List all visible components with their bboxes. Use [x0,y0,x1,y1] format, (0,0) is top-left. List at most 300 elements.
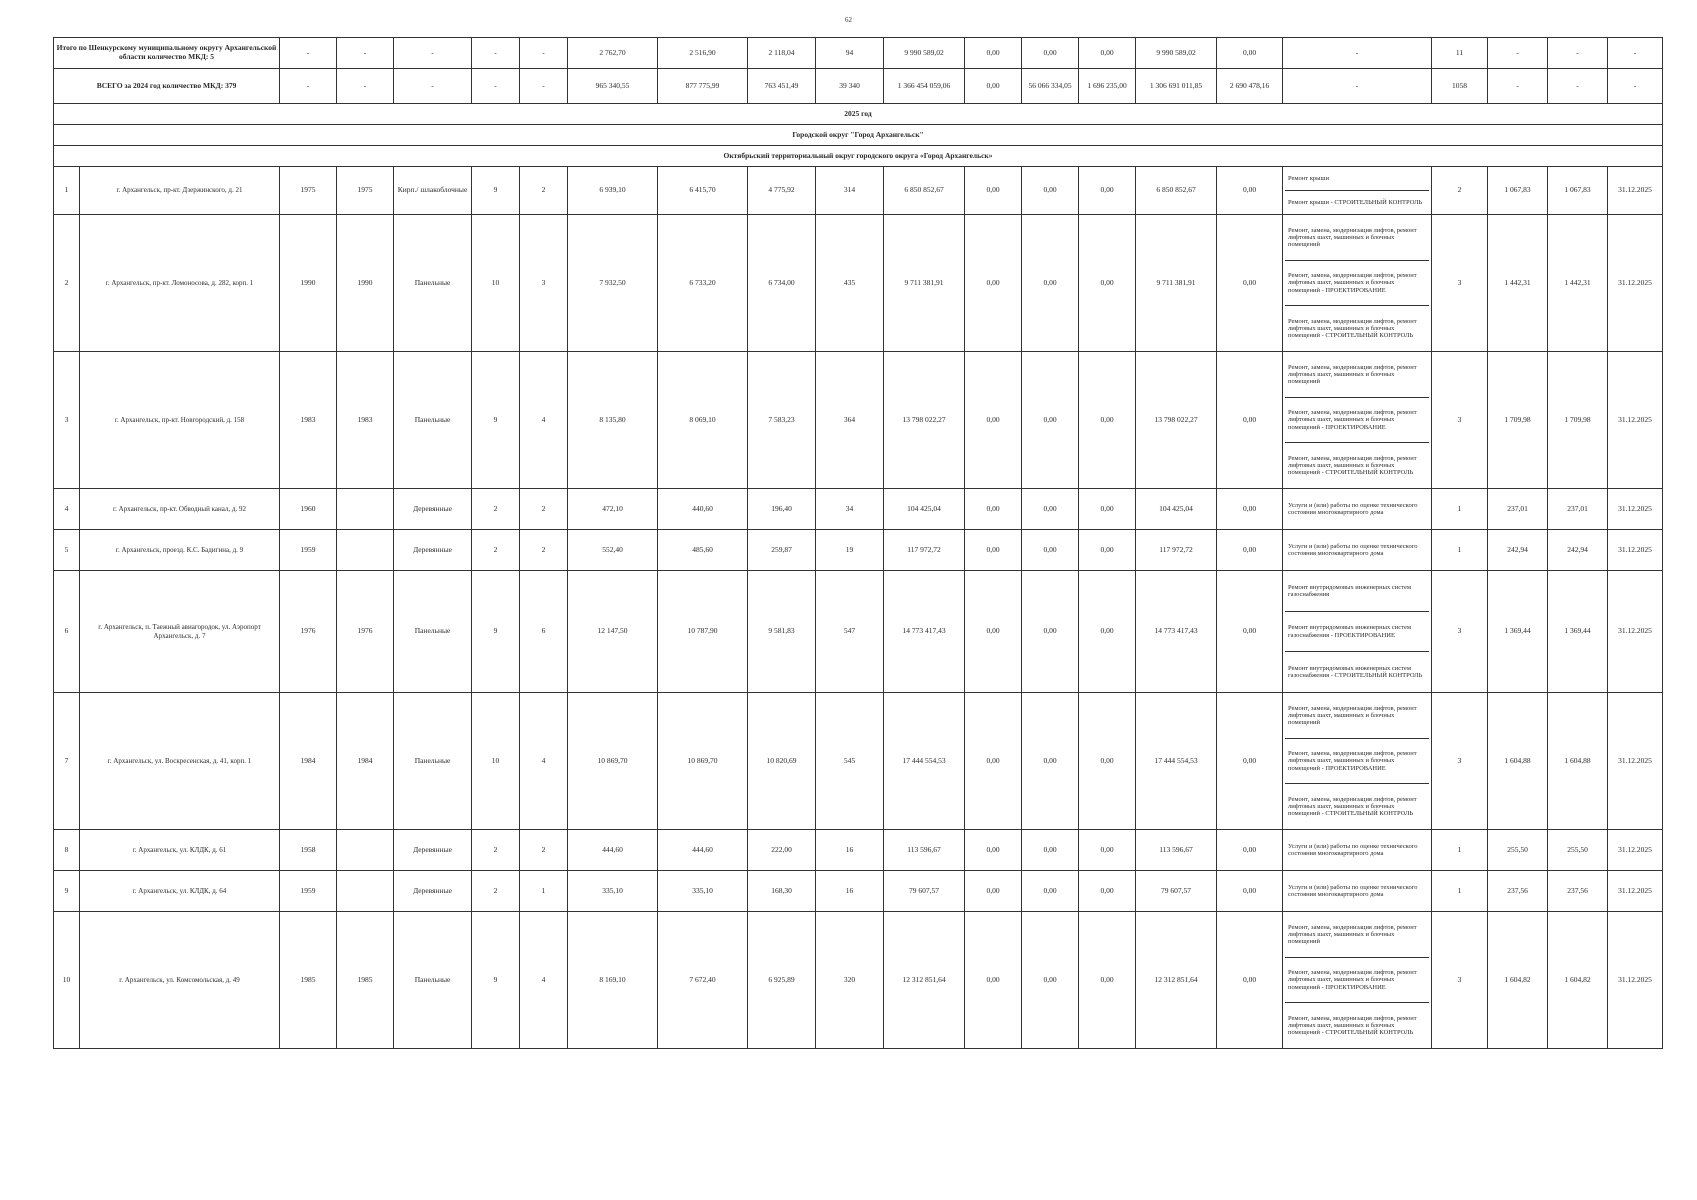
totals-cell: 965 340,55 [568,69,658,104]
cell-year-comm [337,489,394,530]
cell-unit-limit: 242,94 [1548,530,1608,571]
cell-residents: 545 [816,693,884,830]
cell-address: г. Архангельск, ул. Воскресенская, д. 41, корп. 1 [80,693,280,830]
cell-area-res: 196,40 [748,489,816,530]
cell-unit-cost: 1 604,82 [1488,912,1548,1049]
cell-area-live: 6 733,20 [658,215,748,352]
cell-address: г. Архангельск, пр-кт. Ломоносова, д. 282, корп. 1 [80,215,280,352]
works-cell [1283,215,1432,352]
cell-year-comm [337,530,394,571]
cell-floors: 9 [472,167,520,215]
cell-year-comm: 1975 [337,167,394,215]
cell-unit-limit: 1 442,31 [1548,215,1608,352]
work-item: Ремонт, замена, модернизация лифтов, ремонт лифтовых шахт, машинных и блочных помещений [1285,352,1429,398]
works-list [1285,871,1429,911]
totals-cell: 9 990 589,02 [1136,38,1217,69]
works-list [1285,167,1429,214]
totals-cell: 56 066 334,05 [1022,69,1079,104]
works-cell [1283,571,1432,693]
table-row [54,352,1663,489]
totals-cell: - [1488,38,1548,69]
cell-deadline: 31.12.2025 [1608,530,1663,571]
cell-entrances: 1 [520,871,568,912]
cell-unit-limit: 1 369,44 [1548,571,1608,693]
cell-year-built: 1959 [280,871,337,912]
works-cell [1283,871,1432,912]
cell-fund-own: 79 607,57 [1136,871,1217,912]
cell-fund-own: 104 425,04 [1136,489,1217,530]
totals-cell: 1 366 454 059,06 [884,69,965,104]
cell-fund-reg: 0,00 [1022,167,1079,215]
work-item: Ремонт, замена, модернизация лифтов, ремонт лифтовых шахт, машинных и блочных помещений [1285,912,1429,958]
capital-repair-table [53,37,1663,1049]
totals-cell: 2 762,70 [568,38,658,69]
cell-fund-own: 13 798 022,27 [1136,352,1217,489]
work-item: Ремонт внутридомовых инженерных систем газоснабжения - СТРОИТЕЛЬНЫЙ КОНТРОЛЬ [1288,665,1423,680]
cell-area-live: 444,60 [658,830,748,871]
totals-cell: - [520,69,568,104]
totals-cell: 11 [1432,38,1488,69]
works-cell [1283,912,1432,1049]
work-item: Ремонт, замена, модернизация лифтов, ремонт лифтовых шахт, машинных и блочных помещений - ПРОЕКТИРОВАНИЕ [1285,739,1429,785]
cell-area-res: 222,00 [748,830,816,871]
works-list [1285,352,1429,488]
table-row [54,830,1663,871]
totals-cell: - [337,69,394,104]
totals-cell: 0,00 [965,69,1022,104]
cell-cost-total: 117 972,72 [884,530,965,571]
cell-area-total: 6 939,10 [568,167,658,215]
cell-fund-reg: 0,00 [1022,352,1079,489]
cell-num: 9 [54,871,80,912]
cell-fund-reg: 0,00 [1022,693,1079,830]
cell-fund-fed: 0,00 [965,871,1022,912]
cell-area-live: 6 415,70 [658,167,748,215]
cell-fund-other: 0,00 [1217,215,1283,352]
cell-area-total: 444,60 [568,830,658,871]
cell-fund-fed: 0,00 [965,530,1022,571]
cell-fund-other: 0,00 [1217,489,1283,530]
cell-unit-cost: 242,94 [1488,530,1548,571]
subdistrict-heading: Октябрьский территориальный округ городского округа «Город Архангельск» [54,146,1663,167]
totals-row [54,69,1663,104]
cell-unit-limit: 1 067,83 [1548,167,1608,215]
cell-fund-fed: 0,00 [965,693,1022,830]
page-number: 62 [845,16,852,24]
cell-area-total: 7 932,50 [568,215,658,352]
cell-entrances: 2 [520,830,568,871]
cell-year-comm: 1976 [337,571,394,693]
cell-fund-mun: 0,00 [1079,167,1136,215]
cell-num: 4 [54,489,80,530]
totals-cell: - [1283,38,1432,69]
totals-cell: 2 690 478,16 [1217,69,1283,104]
cell-num: 7 [54,693,80,830]
cell-fund-other: 0,00 [1217,912,1283,1049]
cell-unit-cost: 1 442,31 [1488,215,1548,352]
cell-unit-limit: 255,50 [1548,830,1608,871]
works-list [1285,215,1429,351]
cell-unit-cost: 1 369,44 [1488,571,1548,693]
totals-row [54,38,1663,69]
cell-fund-fed: 0,00 [965,912,1022,1049]
totals-cell: - [280,38,337,69]
table-row [54,489,1663,530]
work-item: Услуги и (или) работы по оценке технического состояния многоквартирного дома [1288,542,1418,557]
cell-fund-fed: 0,00 [965,571,1022,693]
cell-year-built: 1985 [280,912,337,1049]
cell-works-count: 2 [1432,167,1488,215]
cell-fund-fed: 0,00 [965,352,1022,489]
cell-fund-fed: 0,00 [965,830,1022,871]
totals-cell: 94 [816,38,884,69]
works-cell [1283,693,1432,830]
cell-unit-cost: 255,50 [1488,830,1548,871]
cell-fund-fed: 0,00 [965,167,1022,215]
work-item: Услуги и (или) работы по оценке технического состояния многоквартирного дома [1288,842,1418,857]
cell-fund-reg: 0,00 [1022,530,1079,571]
cell-cost-total: 9 711 381,91 [884,215,965,352]
work-item: Ремонт, замена, модернизация лифтов, ремонт лифтовых шахт, машинных и блочных помещений - СТРОИТЕЛЬНЫЙ КОНТРОЛЬ [1288,795,1417,818]
work-item: Услуги и (или) работы по оценке технического состояния многоквартирного дома [1288,501,1418,516]
cell-address: г. Архангельск, п. Таежный авиагородок, ул. Аэропорт Архангельск, д. 7 [80,571,280,693]
cell-fund-mun: 0,00 [1079,693,1136,830]
cell-material: Деревянные [394,871,472,912]
cell-fund-other: 0,00 [1217,830,1283,871]
cell-works-count: 1 [1432,489,1488,530]
cell-year-comm [337,830,394,871]
totals-cell: - [1608,69,1663,104]
totals-label: ВСЕГО за 2024 год количество МКД: 379 [54,69,280,104]
cell-address: г. Архангельск, пр-кт. Обводный канал, д. 92 [80,489,280,530]
cell-fund-reg: 0,00 [1022,830,1079,871]
cell-residents: 16 [816,830,884,871]
cell-fund-mun: 0,00 [1079,571,1136,693]
subdistrict-heading-row [54,146,1663,167]
table-row [54,871,1663,912]
cell-area-live: 10 787,90 [658,571,748,693]
cell-fund-fed: 0,00 [965,215,1022,352]
cell-num: 1 [54,167,80,215]
cell-year-comm: 1983 [337,352,394,489]
cell-fund-reg: 0,00 [1022,489,1079,530]
totals-cell: - [472,38,520,69]
works-cell [1283,489,1432,530]
totals-cell: 9 990 589,02 [884,38,965,69]
works-cell [1283,352,1432,489]
totals-cell: - [520,38,568,69]
district-heading-row [54,125,1663,146]
totals-label: Итого по Шенкурскому муниципальному округу Архангельской области количество МКД: 5 [54,38,280,69]
cell-area-live: 335,10 [658,871,748,912]
cell-fund-other: 0,00 [1217,167,1283,215]
cell-entrances: 4 [520,693,568,830]
cell-fund-own: 17 444 554,53 [1136,693,1217,830]
cell-floors: 9 [472,571,520,693]
cell-fund-reg: 0,00 [1022,215,1079,352]
cell-fund-own: 14 773 417,43 [1136,571,1217,693]
cell-unit-cost: 237,56 [1488,871,1548,912]
cell-material: Панельные [394,912,472,1049]
works-cell [1283,167,1432,215]
cell-works-count: 1 [1432,830,1488,871]
work-item: Ремонт крыши - СТРОИТЕЛЬНЫЙ КОНТРОЛЬ [1288,198,1423,206]
cell-year-built: 1975 [280,167,337,215]
cell-cost-total: 79 607,57 [884,871,965,912]
cell-fund-own: 9 711 381,91 [1136,215,1217,352]
cell-residents: 34 [816,489,884,530]
cell-material: Панельные [394,215,472,352]
cell-works-count: 3 [1432,215,1488,352]
totals-cell: 0,00 [1022,38,1079,69]
cell-year-comm: 1985 [337,912,394,1049]
cell-unit-cost: 237,01 [1488,489,1548,530]
cell-fund-fed: 0,00 [965,489,1022,530]
totals-cell: 1058 [1432,69,1488,104]
cell-residents: 19 [816,530,884,571]
cell-fund-mun: 0,00 [1079,489,1136,530]
cell-floors: 9 [472,912,520,1049]
cell-unit-limit: 1 709,98 [1548,352,1608,489]
cell-deadline: 31.12.2025 [1608,167,1663,215]
cell-material: Панельные [394,693,472,830]
cell-num: 5 [54,530,80,571]
cell-fund-own: 117 972,72 [1136,530,1217,571]
cell-cost-total: 113 596,67 [884,830,965,871]
cell-residents: 364 [816,352,884,489]
cell-residents: 435 [816,215,884,352]
totals-cell: 2 516,90 [658,38,748,69]
totals-cell: 1 306 691 011,85 [1136,69,1217,104]
cell-fund-mun: 0,00 [1079,871,1136,912]
cell-floors: 2 [472,530,520,571]
cell-residents: 16 [816,871,884,912]
cell-deadline: 31.12.2025 [1608,489,1663,530]
totals-cell: 877 775,99 [658,69,748,104]
cell-year-comm [337,871,394,912]
cell-cost-total: 13 798 022,27 [884,352,965,489]
cell-cost-total: 6 850 852,67 [884,167,965,215]
cell-floors: 10 [472,693,520,830]
table-row [54,215,1663,352]
cell-area-total: 335,10 [568,871,658,912]
cell-deadline: 31.12.2025 [1608,693,1663,830]
cell-year-built: 1959 [280,530,337,571]
cell-deadline: 31.12.2025 [1608,571,1663,693]
cell-works-count: 3 [1432,352,1488,489]
cell-area-total: 472,10 [568,489,658,530]
district-heading: Городской округ "Город Архангельск" [54,125,1663,146]
totals-cell: 1 696 235,00 [1079,69,1136,104]
cell-area-total: 552,40 [568,530,658,571]
cell-floors: 2 [472,830,520,871]
cell-entrances: 2 [520,489,568,530]
cell-area-live: 485,60 [658,530,748,571]
work-item: Ремонт, замена, модернизация лифтов, ремонт лифтовых шахт, машинных и блочных помещений - СТРОИТЕЛЬНЫЙ КОНТРОЛЬ [1288,454,1417,477]
cell-deadline: 31.12.2025 [1608,215,1663,352]
table-row [54,530,1663,571]
cell-cost-total: 12 312 851,64 [884,912,965,1049]
cell-unit-limit: 237,01 [1548,489,1608,530]
totals-cell: 0,00 [965,38,1022,69]
cell-deadline: 31.12.2025 [1608,912,1663,1049]
works-list [1285,912,1429,1048]
table-row [54,167,1663,215]
cell-address: г. Архангельск, пр-кт. Дзержинского, д. 21 [80,167,280,215]
table-row [54,693,1663,830]
cell-year-built: 1990 [280,215,337,352]
work-item: Ремонт внутридомовых инженерных систем газоснабжения - ПРОЕКТИРОВАНИЕ [1285,612,1429,653]
totals-cell: - [394,38,472,69]
totals-cell: - [280,69,337,104]
cell-unit-limit: 1 604,82 [1548,912,1608,1049]
works-list [1285,571,1429,692]
cell-year-built: 1958 [280,830,337,871]
cell-fund-reg: 0,00 [1022,871,1079,912]
cell-unit-cost: 1 709,98 [1488,352,1548,489]
cell-residents: 314 [816,167,884,215]
cell-works-count: 3 [1432,693,1488,830]
work-item: Ремонт, замена, модернизация лифтов, ремонт лифтовых шахт, машинных и блочных помещений - ПРОЕКТИРОВАНИЕ [1285,261,1429,307]
cell-cost-total: 17 444 554,53 [884,693,965,830]
cell-fund-other: 0,00 [1217,871,1283,912]
cell-address: г. Архангельск, ул. Комсомольская, д. 49 [80,912,280,1049]
table-row [54,912,1663,1049]
cell-material: Панельные [394,571,472,693]
totals-cell: 0,00 [1217,38,1283,69]
table-row [54,571,1663,693]
cell-entrances: 2 [520,167,568,215]
works-list [1285,693,1429,829]
cell-fund-other: 0,00 [1217,571,1283,693]
work-item: Ремонт, замена, модернизация лифтов, ремонт лифтовых шахт, машинных и блочных помещений - СТРОИТЕЛЬНЫЙ КОНТРОЛЬ [1288,1014,1417,1037]
totals-cell: - [1608,38,1663,69]
cell-entrances: 3 [520,215,568,352]
cell-works-count: 1 [1432,530,1488,571]
cell-material: Кирп./ шлакоблочные [394,167,472,215]
cell-area-total: 12 147,50 [568,571,658,693]
cell-fund-mun: 0,00 [1079,830,1136,871]
work-item: Ремонт внутридомовых инженерных систем газоснабжения [1285,571,1429,612]
works-cell [1283,830,1432,871]
work-item: Ремонт, замена, модернизация лифтов, ремонт лифтовых шахт, машинных и блочных помещений [1285,215,1429,261]
totals-cell: - [1548,69,1608,104]
cell-area-res: 10 820,69 [748,693,816,830]
cell-fund-reg: 0,00 [1022,912,1079,1049]
cell-area-live: 440,60 [658,489,748,530]
cell-area-res: 6 734,00 [748,215,816,352]
cell-unit-cost: 1 067,83 [1488,167,1548,215]
cell-fund-reg: 0,00 [1022,571,1079,693]
work-item: Ремонт, замена, модернизация лифтов, ремонт лифтовых шахт, машинных и блочных помещений - ПРОЕКТИРОВАНИЕ [1285,958,1429,1004]
cell-area-live: 7 672,40 [658,912,748,1049]
cell-address: г. Архангельск, пр-кт. Новгородский, д. 158 [80,352,280,489]
cell-area-res: 168,30 [748,871,816,912]
cell-area-res: 4 775,92 [748,167,816,215]
cell-fund-other: 0,00 [1217,693,1283,830]
cell-material: Деревянные [394,830,472,871]
cell-area-total: 10 869,70 [568,693,658,830]
cell-unit-limit: 1 604,88 [1548,693,1608,830]
works-list [1285,489,1429,529]
cell-num: 10 [54,912,80,1049]
cell-deadline: 31.12.2025 [1608,871,1663,912]
cell-fund-own: 6 850 852,67 [1136,167,1217,215]
cell-area-res: 7 583,23 [748,352,816,489]
totals-cell: 0,00 [1079,38,1136,69]
cell-residents: 320 [816,912,884,1049]
cell-area-res: 9 581,83 [748,571,816,693]
cell-entrances: 4 [520,912,568,1049]
work-item: Ремонт крыши [1285,167,1429,191]
work-item: Ремонт, замена, модернизация лифтов, ремонт лифтовых шахт, машинных и блочных помещений [1285,693,1429,739]
cell-area-total: 8 169,10 [568,912,658,1049]
cell-deadline: 31.12.2025 [1608,352,1663,489]
cell-area-total: 8 135,80 [568,352,658,489]
totals-cell: - [472,69,520,104]
works-cell [1283,530,1432,571]
year-heading-row [54,104,1663,125]
cell-area-res: 259,87 [748,530,816,571]
cell-address: г. Архангельск, ул. КЛДК, д. 64 [80,871,280,912]
cell-floors: 2 [472,489,520,530]
cell-material: Деревянные [394,489,472,530]
cell-entrances: 6 [520,571,568,693]
cell-material: Деревянные [394,530,472,571]
cell-num: 8 [54,830,80,871]
year-heading: 2025 год [54,104,1663,125]
cell-year-comm: 1990 [337,215,394,352]
cell-fund-mun: 0,00 [1079,530,1136,571]
cell-floors: 9 [472,352,520,489]
cell-year-built: 1976 [280,571,337,693]
totals-cell: - [337,38,394,69]
cell-fund-own: 12 312 851,64 [1136,912,1217,1049]
cell-fund-mun: 0,00 [1079,215,1136,352]
works-list [1285,530,1429,570]
cell-address: г. Архангельск, ул. КЛДК, д. 61 [80,830,280,871]
totals-cell: - [1488,69,1548,104]
totals-cell: 763 451,49 [748,69,816,104]
cell-deadline: 31.12.2025 [1608,830,1663,871]
cell-num: 3 [54,352,80,489]
totals-cell: 39 340 [816,69,884,104]
cell-works-count: 3 [1432,571,1488,693]
cell-unit-cost: 1 604,88 [1488,693,1548,830]
cell-unit-limit: 237,56 [1548,871,1608,912]
cell-material: Панельные [394,352,472,489]
cell-year-comm: 1984 [337,693,394,830]
cell-year-built: 1984 [280,693,337,830]
work-item: Услуги и (или) работы по оценке технического состояния многоквартирного дома [1288,883,1418,898]
totals-cell: - [1548,38,1608,69]
cell-cost-total: 104 425,04 [884,489,965,530]
works-list [1285,830,1429,870]
totals-cell: 2 118,04 [748,38,816,69]
cell-cost-total: 14 773 417,43 [884,571,965,693]
cell-area-live: 8 069,10 [658,352,748,489]
cell-residents: 547 [816,571,884,693]
cell-fund-own: 113 596,67 [1136,830,1217,871]
cell-floors: 10 [472,215,520,352]
cell-works-count: 1 [1432,871,1488,912]
work-item: Ремонт, замена, модернизация лифтов, ремонт лифтовых шахт, машинных и блочных помещений - СТРОИТЕЛЬНЫЙ КОНТРОЛЬ [1288,317,1417,340]
totals-cell: - [394,69,472,104]
cell-area-res: 6 925,89 [748,912,816,1049]
cell-fund-mun: 0,00 [1079,912,1136,1049]
work-item: Ремонт, замена, модернизация лифтов, ремонт лифтовых шахт, машинных и блочных помещений - ПРОЕКТИРОВАНИЕ [1285,398,1429,444]
cell-year-built: 1960 [280,489,337,530]
